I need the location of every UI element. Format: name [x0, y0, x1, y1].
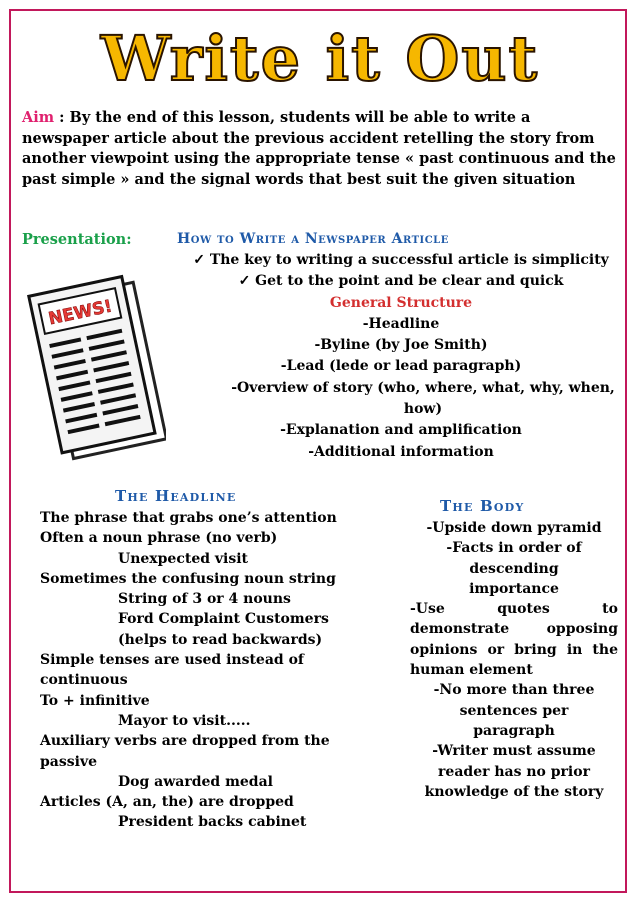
list-item: The phrase that grabs one’s attention [40, 510, 337, 526]
structure-item: -Additional information [308, 443, 494, 460]
headline-section-title: The Headline [115, 487, 237, 505]
newspaper-icon [26, 262, 166, 482]
list-item: Mayor to visit..... [118, 712, 251, 729]
list-item: -Facts in order of descending importance [446, 540, 582, 597]
structure-item: -Explanation and amplification [280, 422, 522, 439]
checklist-item: ✓ The key to writing a successful article is simplicity [193, 252, 609, 268]
list-item: Unexpected visit [118, 550, 249, 567]
general-structure-label: General Structure [329, 294, 473, 311]
aim-text: : By the end of this lesson, students will be able to write a newspaper article about the previous accident retelling the story from another viewpoint using the appropriate tense « past continuous and the past simple » and the signal words that best suit the given situation [22, 109, 616, 188]
checklist-item: ✓ Get to the point and be clear and quick [238, 273, 564, 290]
headline-section [40, 508, 390, 833]
list-item: Simple tenses are used instead of continuous [40, 652, 304, 689]
list-item: Articles (A, an, the) are dropped [40, 794, 294, 811]
list-item: -Use quotes to demonstrate opposing opinions or bring in the human element [410, 601, 618, 679]
aim-paragraph [22, 108, 622, 190]
structure-item: -Overview of story (who, where, what, why, when, how) [231, 379, 615, 418]
list-item: -Writer must assume reader has no prior knowledge of the story [424, 743, 604, 800]
svg-text:NEWS!: NEWS! [46, 296, 115, 330]
body-section-title: The Body [440, 497, 525, 515]
presentation-heading: How to Write a Newspaper Article [177, 231, 449, 247]
list-item: -No more than three sentences per paragraph [433, 682, 595, 739]
list-item: Dog awarded medal [118, 773, 273, 790]
structure-item: -Lead (lede or lead paragraph) [280, 358, 522, 375]
list-item: -Upside down pyramid [426, 520, 602, 536]
list-item: String of 3 or 4 nouns [118, 591, 291, 608]
list-item: To + infinitive [40, 692, 150, 709]
list-item: Ford Complaint Customers [118, 611, 329, 628]
presentation-content [178, 250, 624, 463]
structure-item: -Headline [362, 315, 440, 332]
page-title [20, 10, 620, 105]
aim-label: Aim [22, 109, 55, 126]
svg-text:Write it Out: Write it Out [100, 22, 540, 95]
list-item: Often a noun phrase (no verb) [40, 530, 278, 547]
presentation-label: Presentation: [22, 231, 132, 248]
body-section [410, 518, 618, 802]
structure-item: -Byline (by Joe Smith) [314, 337, 488, 354]
list-item: President backs cabinet [118, 814, 307, 831]
list-item: Auxiliary verbs are dropped from the passive [40, 733, 330, 770]
list-item: Sometimes the confusing noun string [40, 570, 336, 587]
list-item: (helps to read backwards) [118, 631, 323, 648]
